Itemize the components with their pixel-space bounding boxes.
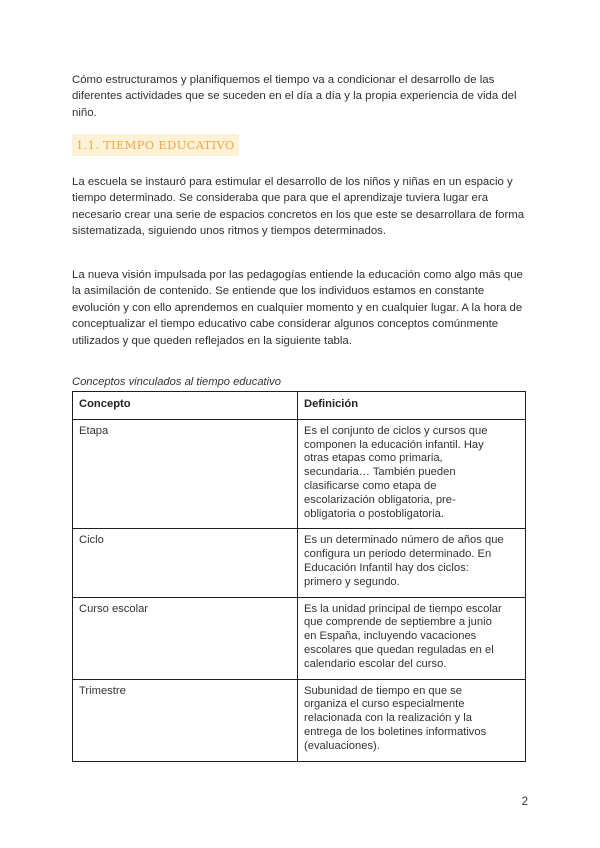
table-row (73, 679, 526, 761)
page-number: 2 (521, 796, 528, 808)
table-row (73, 529, 526, 597)
concept-cell: Etapa (73, 419, 298, 529)
paragraph-new-vision: La nueva visión impulsada por las pedagogías entiende la educación como algo más que la asimilación de contenido. Se entiende que los individuos estamos en constante evolución y con ello aprendemos en cualquier momento y en cualquier lugar. A la hora de conceptualizar el tiempo educativo cabe considerar algunos conceptos comúnmente utilizados y que queden reflejados en la siguiente tabla. (72, 269, 523, 347)
table-header-row (73, 392, 526, 420)
header-concepto: Concepto (73, 392, 298, 420)
intro-paragraph: Cómo estructuramos y planifiquemos el tiempo va a condicionar el desarrollo de las diferentes actividades que se suceden en el día a día y la propia experiencia de vida del niño. (72, 74, 517, 119)
definition-cell: Es la unidad principal de tiempo escolar que comprende de septiembre a junio en España, incluyendo vacaciones escolares que quedan reguladas en el calendario escolar del curso. (298, 597, 526, 679)
concepts-table (72, 391, 526, 762)
header-definicion: Definición (298, 392, 526, 420)
concept-cell: Ciclo (73, 529, 298, 597)
table-caption: Conceptos vinculados al tiempo educativo (72, 376, 281, 388)
definition-cell: Es un determinado número de años que configura un periodo determinado. En Educación Infantil hay dos ciclos: primero y segundo. (298, 529, 526, 597)
definition-cell: Es el conjunto de ciclos y cursos que componen la educación infantil. Hay otras etapas como primaria, secundaria… También pueden clasificarse como etapa de escolarización obligatoria, pre-obligatoria o postobligatoria. (298, 419, 526, 529)
definition-cell: Subunidad de tiempo en que se organiza el curso especialmente relacionada con la realización y la entrega de los boletines informativos (evaluaciones). (298, 679, 526, 761)
concept-cell: Trimestre (73, 679, 298, 761)
paragraph-school-origin: La escuela se instauró para estimular el desarrollo de los niños y niñas en un espacio y tiempo determinado. Se consideraba que para que el aprendizaje tuviera lugar era necesario crear una serie de espacios concretos en los que este se desarrollara de forma sistematizada, siguiendo unos ritmos y tiempos determinados. (72, 176, 525, 238)
section-heading: 1.1. TIEMPO EDUCATIVO (72, 134, 239, 156)
table-row (73, 419, 526, 529)
table-row (73, 597, 526, 679)
concept-cell: Curso escolar (73, 597, 298, 679)
